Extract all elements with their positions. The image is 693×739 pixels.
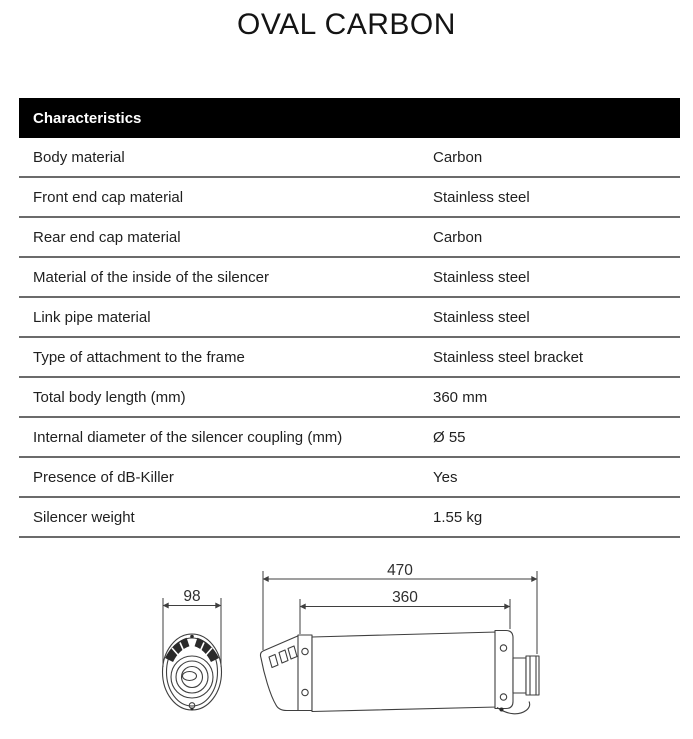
table-header: Characteristics: [19, 98, 680, 138]
row-label: Type of attachment to the frame: [33, 348, 245, 366]
outlet-collar: [526, 656, 539, 695]
page-title: OVAL CARBON: [237, 8, 456, 41]
row-label: Body material: [33, 148, 125, 166]
characteristics-table: [19, 98, 680, 538]
row-label: Presence of dB-Killer: [33, 468, 174, 486]
table-row: [19, 298, 680, 338]
row-value: 360 mm: [433, 388, 488, 406]
table-row: [19, 458, 680, 498]
dim-98-label: 98: [183, 588, 201, 605]
top-rivet: [190, 635, 194, 639]
row-label: Total body length (mm): [33, 388, 186, 406]
technical-drawing: [0, 545, 693, 739]
dim-470-label: 470: [387, 562, 413, 579]
table-row: [19, 138, 680, 178]
row-label: Rear end cap material: [33, 228, 181, 246]
silencer-body: [312, 632, 497, 712]
row-value: 1.55 kg: [433, 508, 483, 526]
silencer-side-view: [260, 631, 539, 714]
outlet-pipe: [513, 658, 526, 693]
dimension-body-length: [300, 589, 510, 634]
row-label: Internal diameter of the silencer coupling (mm): [33, 428, 343, 446]
table-row: [19, 178, 680, 218]
table-row: [19, 218, 680, 258]
table-row: [19, 418, 680, 458]
row-value: Stainless steel: [433, 308, 530, 326]
silencer-front-view: [163, 634, 222, 711]
row-value: Ø 55: [433, 428, 466, 446]
row-label: Front end cap material: [33, 188, 184, 206]
table-row: [19, 338, 680, 378]
row-value: Carbon: [433, 228, 483, 246]
table-row: [19, 258, 680, 298]
row-label: Link pipe material: [33, 308, 151, 326]
row-value: Stainless steel: [433, 188, 530, 206]
row-value: Carbon: [433, 148, 483, 166]
front-band: [298, 635, 312, 711]
table-row: [19, 378, 680, 418]
row-value: Stainless steel bracket: [433, 348, 584, 366]
row-label: Silencer weight: [33, 508, 135, 526]
dim-360-label: 360: [392, 589, 418, 606]
row-label: Material of the inside of the silencer: [33, 268, 269, 286]
rear-end-cap: [495, 631, 513, 709]
table-row: [19, 498, 680, 538]
row-value: Stainless steel: [433, 268, 530, 286]
row-value: Yes: [433, 468, 458, 486]
